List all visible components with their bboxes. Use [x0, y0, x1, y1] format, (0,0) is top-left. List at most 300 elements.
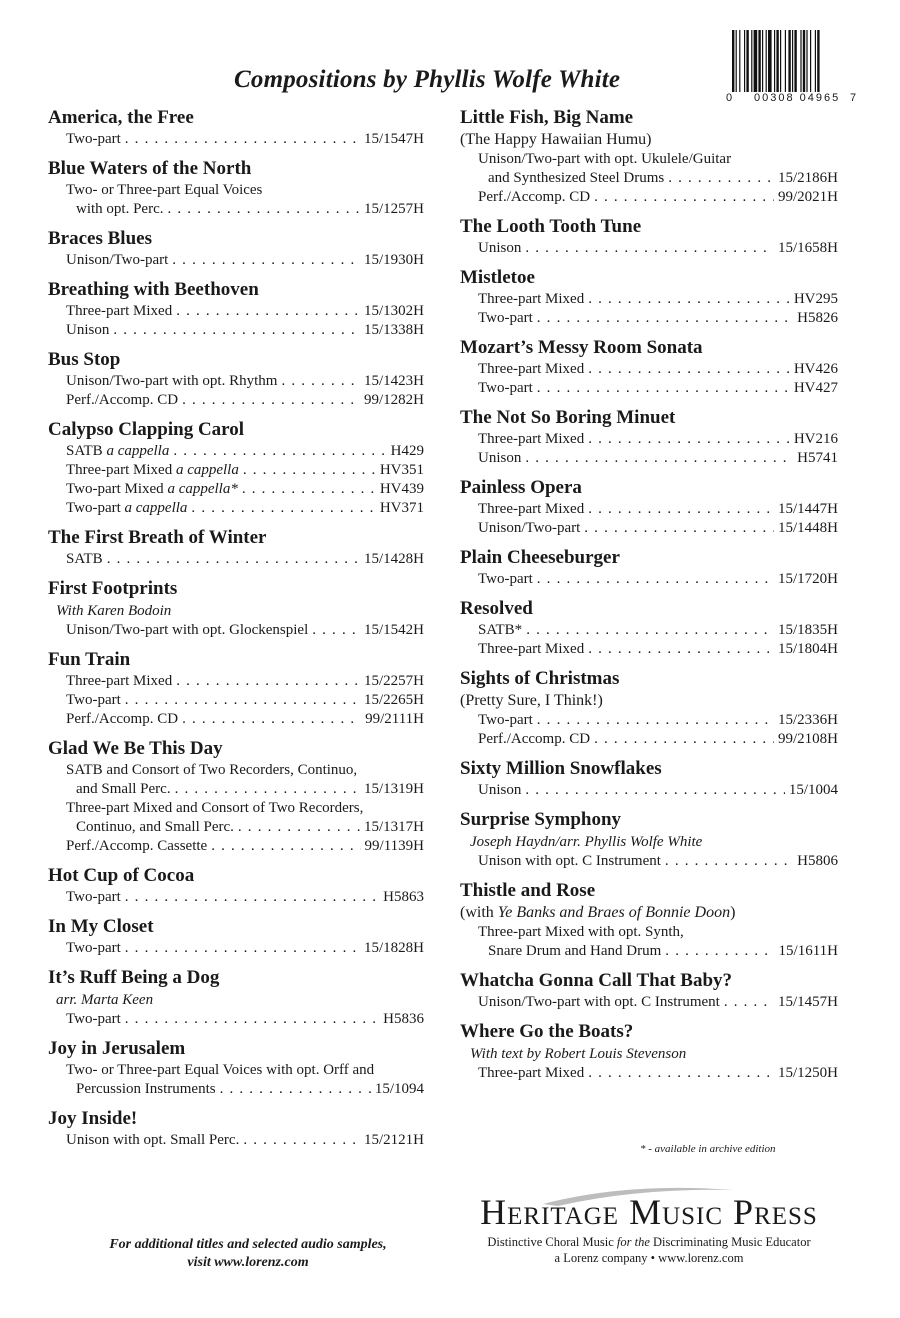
- edition-label-text: Two-part: [66, 692, 121, 708]
- dot-leader: [182, 391, 360, 410]
- catalog-number: 15/2186H: [778, 170, 838, 186]
- edition-label: [66, 1131, 239, 1150]
- edition-label-text: Two-part: [478, 310, 533, 326]
- edition-row: [66, 1080, 424, 1099]
- piece-entry: [48, 348, 424, 410]
- catalog-number: 15/1611H: [778, 943, 838, 959]
- edition-label-text: Perf./Accomp. CD: [478, 189, 591, 205]
- edition-row: [66, 818, 424, 837]
- edition-label: [66, 442, 169, 461]
- catalog-number: 15/1658H: [778, 240, 838, 256]
- barcode-middle-digits: 00308 04965: [754, 92, 841, 104]
- dot-leader: [191, 499, 375, 518]
- edition-label: [478, 1064, 584, 1083]
- edition-label-text: SATB*: [478, 622, 523, 638]
- edition-label-text: Two-part: [478, 571, 533, 587]
- dot-leader: [526, 621, 774, 640]
- edition-label-text: Two-part: [66, 500, 121, 516]
- dot-leader: [594, 188, 774, 207]
- piece-entry: [460, 106, 838, 207]
- piece-title: It’s Ruff Being a Dog: [48, 967, 220, 988]
- edition-label-text: Unison: [478, 782, 522, 798]
- piece-title: Fun Train: [48, 649, 131, 670]
- piece-title: Resolved: [460, 598, 533, 619]
- edition-label: [76, 1080, 216, 1099]
- edition-label-text: Three-part Mixed: [478, 291, 585, 307]
- edition-label-text: Three-part Mixed: [478, 361, 585, 377]
- barcode-right-digit: 7: [850, 92, 857, 104]
- edition-label-text: Three-part Mixed: [478, 501, 585, 517]
- edition-label-text: Two-part: [478, 712, 533, 728]
- tagline-part-b: Discriminating Music Educator: [649, 1235, 811, 1249]
- edition-label: [66, 939, 121, 958]
- edition-row: [478, 379, 838, 398]
- piece-entry: [460, 597, 838, 659]
- dot-leader: [125, 130, 360, 149]
- piece-entry: [48, 1107, 424, 1150]
- edition-row: [478, 500, 838, 519]
- piece-entry: [460, 546, 838, 589]
- edition-row: [66, 550, 424, 569]
- piece-title: Where Go the Boats?: [460, 1021, 634, 1042]
- dot-leader: [537, 379, 790, 398]
- edition-label-text: Unison/Two-part with opt. Rhythm: [66, 373, 278, 389]
- edition-label-text: Snare Drum and Hand Drum: [488, 943, 662, 959]
- edition-label: [66, 372, 277, 391]
- edition-label-italic: a cappella: [175, 462, 239, 478]
- dot-leader: [182, 710, 361, 729]
- catalog-number: H5741: [797, 450, 838, 466]
- dot-leader: [125, 888, 379, 907]
- edition-label-text: Perf./Accomp. CD: [66, 392, 179, 408]
- right-column: [460, 106, 838, 1091]
- edition-label: [478, 239, 521, 258]
- dot-leader: [168, 200, 361, 219]
- edition-label: [66, 691, 121, 710]
- edition-label: [66, 480, 238, 499]
- edition-label: [66, 672, 172, 691]
- piece-title: Little Fish, Big Name: [460, 107, 634, 128]
- dot-leader: [537, 711, 774, 730]
- catalog-number: 99/1282H: [364, 392, 424, 408]
- edition-label: [76, 780, 171, 799]
- edition-label: [66, 302, 172, 321]
- left-column: [48, 106, 424, 1158]
- edition-label-line: Two- or Three-part Equal Voices: [66, 182, 263, 198]
- edition-label: [66, 461, 239, 480]
- catalog-number: H5836: [383, 1011, 424, 1027]
- publisher-logo: [458, 1180, 840, 1266]
- edition-row: [478, 1064, 838, 1083]
- edition-row: [478, 730, 838, 749]
- edition-label: [66, 837, 207, 856]
- edition-row: [66, 321, 424, 340]
- publisher-tagline: [458, 1234, 840, 1250]
- subtitle-post: ): [730, 904, 736, 921]
- edition-label-text: Unison: [478, 450, 522, 466]
- catalog-number: 15/1542H: [364, 622, 424, 638]
- subtitle-italic: Ye Banks and Braes of Bonnie Doon: [497, 904, 731, 921]
- catalog-number: HV351: [379, 462, 424, 478]
- edition-label: [478, 290, 584, 309]
- piece-entry: [48, 526, 424, 569]
- dot-leader: [242, 480, 376, 499]
- piece-title: Hot Cup of Cocoa: [48, 865, 195, 886]
- piece-title: Joy Inside!: [48, 1108, 138, 1129]
- piece-entry: [48, 966, 424, 1029]
- catalog-number: 15/1423H: [364, 373, 424, 389]
- piece-entry: [460, 757, 838, 800]
- catalog-number: H5826: [797, 310, 838, 326]
- dot-leader: [668, 169, 774, 188]
- catalog-number: 15/1930H: [364, 252, 424, 268]
- edition-label: [76, 818, 234, 837]
- catalog-number: 15/1317H: [364, 819, 424, 835]
- edition-label: [488, 169, 664, 188]
- piece-entry: [460, 969, 838, 1012]
- dot-leader: [125, 939, 360, 958]
- dot-leader: [665, 942, 774, 961]
- edition-row: [66, 780, 424, 799]
- edition-label-text: Perf./Accomp. CD: [478, 731, 591, 747]
- dot-leader: [238, 818, 360, 837]
- edition-label-text: Two-part: [66, 1011, 121, 1027]
- edition-row: [66, 837, 424, 856]
- dot-leader: [176, 672, 360, 691]
- dot-leader: [588, 290, 790, 309]
- edition-row: [478, 360, 838, 379]
- dot-leader: [243, 1131, 360, 1150]
- edition-row: [66, 251, 424, 270]
- edition-row: [478, 711, 838, 730]
- edition-row: [66, 302, 424, 321]
- piece-entry: [460, 808, 838, 871]
- edition-label: [478, 430, 584, 449]
- tagline-italic: for the: [616, 1235, 650, 1249]
- edition-label: [66, 1010, 121, 1029]
- edition-label-text: Three-part Mixed: [66, 673, 173, 689]
- catalog-number: 99/2021H: [778, 189, 838, 205]
- edition-label-text: Three-part Mixed: [478, 1065, 585, 1081]
- catalog-number: 15/1257H: [364, 201, 424, 217]
- edition-label-text: Unison with opt. Small Perc.: [66, 1132, 240, 1148]
- edition-label: [478, 640, 584, 659]
- piece-title: The Not So Boring Minuet: [460, 407, 676, 428]
- piece-entry: [48, 737, 424, 856]
- piece-title: Plain Cheeseburger: [460, 547, 620, 568]
- edition-label-italic: a cappella: [106, 443, 170, 459]
- edition-label-text: Perf./Accomp. Cassette: [66, 838, 208, 854]
- dot-leader: [584, 519, 774, 538]
- tagline-part-a: Distinctive Choral Music: [487, 1235, 617, 1249]
- edition-label-text: with opt. Perc.: [76, 201, 164, 217]
- dot-leader: [588, 640, 774, 659]
- piece-entry: [460, 266, 838, 328]
- edition-label-text: Perf./Accomp. CD: [66, 711, 179, 727]
- edition-row: [66, 461, 424, 480]
- edition-row: [66, 200, 424, 219]
- catalog-number: HV439: [379, 481, 424, 497]
- edition-row: [66, 888, 424, 907]
- piece-entry: [48, 418, 424, 518]
- edition-label-text: Unison/Two-part with opt. C Instrument: [478, 994, 720, 1010]
- edition-row: [478, 188, 838, 207]
- edition-row: [478, 640, 838, 659]
- catalog-number: 15/1428H: [364, 551, 424, 567]
- piece-entry: [48, 864, 424, 907]
- publisher-name: Heritage Music Press: [480, 1192, 818, 1232]
- edition-row: [478, 519, 838, 538]
- edition-row: [478, 430, 838, 449]
- piece-title: Whatcha Gonna Call That Baby?: [460, 970, 733, 991]
- piece-credit: arr. Marta Keen: [56, 992, 154, 1008]
- catalog-number: 15/2257H: [364, 673, 424, 689]
- dot-leader: [665, 852, 793, 871]
- piece-title: Sights of Christmas: [460, 668, 620, 689]
- dot-leader: [125, 691, 360, 710]
- piece-entry: [460, 667, 838, 749]
- piece-title: Thistle and Rose: [460, 880, 596, 901]
- piece-subtitle: (Pretty Sure, I Think!): [460, 692, 603, 709]
- dot-leader: [113, 321, 360, 340]
- catalog-number: HV216: [793, 431, 838, 447]
- piece-entry: [48, 106, 424, 149]
- edition-label: [478, 781, 521, 800]
- catalog-number: 15/1250H: [778, 1065, 838, 1081]
- dot-leader: [173, 442, 386, 461]
- piece-entry: [460, 215, 838, 258]
- dot-leader: [525, 781, 784, 800]
- piece-title: America, the Free: [48, 107, 194, 128]
- subtitle-pre: (with: [460, 904, 498, 921]
- dot-leader: [220, 1080, 371, 1099]
- catalog-number: 99/2108H: [778, 731, 838, 747]
- edition-label-text: Two-part: [66, 131, 121, 147]
- catalog-number: 15/1547H: [364, 131, 424, 147]
- edition-row: [66, 691, 424, 710]
- piece-entry: [48, 577, 424, 640]
- publisher-company: a Lorenz company • www.lorenz.com: [554, 1251, 744, 1265]
- edition-label-text: Unison/Two-part: [478, 520, 581, 536]
- edition-label: [478, 500, 584, 519]
- piece-title: Blue Waters of the North: [48, 158, 252, 179]
- edition-label: [478, 621, 522, 640]
- edition-row: [478, 621, 838, 640]
- piece-credit: With text by Robert Louis Stevenson: [470, 1046, 687, 1062]
- catalog-number: 15/2265H: [364, 692, 424, 708]
- edition-label: [66, 621, 308, 640]
- catalog-number: 15/1448H: [778, 520, 838, 536]
- catalog-number: 15/1804H: [778, 641, 838, 657]
- piece-title: Mistletoe: [460, 267, 535, 288]
- piece-entry: [460, 1020, 838, 1083]
- catalog-number: 15/1720H: [778, 571, 838, 587]
- catalog-number: HV295: [793, 291, 838, 307]
- piece-title: Bus Stop: [48, 349, 121, 370]
- page-title: Compositions by Phyllis Wolfe White: [234, 66, 621, 93]
- edition-row: [66, 621, 424, 640]
- barcode: [726, 30, 857, 104]
- dot-leader: [176, 302, 360, 321]
- dot-leader: [724, 993, 774, 1012]
- edition-label: [66, 710, 178, 729]
- dot-leader: [312, 621, 360, 640]
- piece-title: Sixty Million Snowflakes: [460, 758, 662, 779]
- dot-leader: [588, 430, 790, 449]
- edition-row: [66, 130, 424, 149]
- edition-label: [478, 379, 533, 398]
- piece-entry: [48, 915, 424, 958]
- dot-leader: [588, 500, 774, 519]
- edition-label-text: Percussion Instruments: [76, 1081, 216, 1097]
- edition-label: [478, 730, 590, 749]
- edition-row: [478, 449, 838, 468]
- website-note-line1: For additional titles and selected audio samples,: [109, 1237, 387, 1252]
- dot-leader: [525, 449, 793, 468]
- edition-label-text: and Synthesized Steel Drums: [488, 170, 665, 186]
- edition-row: [66, 1131, 424, 1150]
- catalog-number: H5863: [383, 889, 424, 905]
- piece-entry: [460, 476, 838, 538]
- edition-label: [478, 993, 720, 1012]
- piece-title: In My Closet: [48, 916, 154, 937]
- piece-entry: [48, 278, 424, 340]
- piece-title: The First Breath of Winter: [48, 527, 267, 548]
- edition-label-text: Unison with opt. C Instrument: [478, 853, 661, 869]
- dot-leader: [172, 251, 360, 270]
- dot-leader: [594, 730, 774, 749]
- piece-title: Glad We Be This Day: [48, 738, 223, 759]
- edition-row: [478, 852, 838, 871]
- edition-row: [66, 442, 424, 461]
- dot-leader: [537, 309, 793, 328]
- dot-leader: [537, 570, 774, 589]
- edition-row: [66, 499, 424, 518]
- dot-leader: [175, 780, 360, 799]
- edition-label-text: Two-part: [478, 380, 533, 396]
- edition-row: [66, 391, 424, 410]
- piece-credit: With Karen Bodoin: [56, 603, 172, 619]
- barcode-left-digit: 0: [726, 92, 733, 104]
- catalog-number: HV426: [793, 361, 838, 377]
- catalog-number: 15/1457H: [778, 994, 838, 1010]
- dot-leader: [525, 239, 774, 258]
- edition-label-line: Two- or Three-part Equal Voices with opt. Orff and: [66, 1062, 375, 1078]
- piece-entry: [460, 406, 838, 468]
- piece-entry: [460, 336, 838, 398]
- edition-label-italic: a cappella: [124, 500, 188, 516]
- catalog-number: HV427: [793, 380, 838, 396]
- catalog-number: 15/1004: [788, 782, 838, 798]
- edition-row: [66, 939, 424, 958]
- dot-leader: [107, 550, 360, 569]
- edition-row: [66, 672, 424, 691]
- piece-title: Surprise Symphony: [460, 809, 622, 830]
- edition-label-text: SATB: [66, 551, 103, 567]
- edition-label-text: SATB: [66, 443, 103, 459]
- catalog-number: 99/2111H: [365, 711, 424, 727]
- edition-label-text: Three-part Mixed: [478, 431, 585, 447]
- edition-label: [488, 942, 661, 961]
- dot-leader: [211, 837, 360, 856]
- piece-title: Mozart’s Messy Room Sonata: [460, 337, 703, 358]
- footnote: * - available in archive edition: [640, 1143, 776, 1155]
- edition-label: [478, 449, 521, 468]
- dot-leader: [588, 360, 790, 379]
- catalog-number: 15/1319H: [364, 781, 424, 797]
- edition-row: [478, 290, 838, 309]
- edition-label: [66, 550, 103, 569]
- edition-row: [66, 372, 424, 391]
- catalog-number: 15/1828H: [364, 940, 424, 956]
- piece-title: First Footprints: [48, 578, 178, 599]
- edition-label-line: SATB and Consort of Two Recorders, Continuo,: [66, 762, 358, 778]
- edition-label: [478, 309, 533, 328]
- edition-label: [478, 360, 584, 379]
- edition-label-text: Two-part: [66, 889, 121, 905]
- dot-leader: [125, 1010, 379, 1029]
- catalog-number: H5806: [797, 853, 838, 869]
- website-note: [48, 1236, 448, 1272]
- catalog-number: 15/1302H: [364, 303, 424, 319]
- edition-label-text: Three-part Mixed: [478, 641, 585, 657]
- edition-label-text: Three-part Mixed: [66, 303, 173, 319]
- catalog-number: 15/2336H: [778, 712, 838, 728]
- catalog-number: HV371: [379, 500, 424, 516]
- edition-label: [478, 519, 580, 538]
- edition-label: [66, 499, 187, 518]
- barcode-bars: [732, 30, 850, 92]
- edition-row: [478, 781, 838, 800]
- edition-label-text: Unison: [66, 322, 110, 338]
- edition-row: [66, 1010, 424, 1029]
- edition-label-line: Three-part Mixed with opt. Synth,: [478, 924, 684, 940]
- piece-credit: Joseph Haydn/arr. Phyllis Wolfe White: [470, 834, 703, 850]
- piece-title: Braces Blues: [48, 228, 152, 249]
- catalog-number: 15/1447H: [778, 501, 838, 517]
- catalog-number: 15/1835H: [778, 622, 838, 638]
- dot-leader: [243, 461, 376, 480]
- edition-row: [478, 169, 838, 188]
- edition-row: [478, 993, 838, 1012]
- piece-entry: [48, 1037, 424, 1099]
- piece-entry: [48, 648, 424, 729]
- piece-title: The Looth Tooth Tune: [460, 216, 642, 237]
- piece-title: Joy in Jerusalem: [48, 1038, 186, 1059]
- edition-row: [478, 942, 838, 961]
- piece-title: Breathing with Beethoven: [48, 279, 259, 300]
- dot-leader: [588, 1064, 774, 1083]
- piece-subtitle: (The Happy Hawaiian Humu): [460, 131, 652, 148]
- edition-label-text: Unison/Two-part with opt. Glockenspiel: [66, 622, 309, 638]
- edition-row: [66, 710, 424, 729]
- edition-label: [66, 888, 121, 907]
- edition-label-text: Unison/Two-part: [66, 252, 169, 268]
- website-note-line2: visit www.lorenz.com: [187, 1255, 309, 1270]
- edition-label: [478, 570, 533, 589]
- edition-label: [76, 200, 164, 219]
- edition-label: [66, 391, 178, 410]
- piece-title: Painless Opera: [460, 477, 582, 498]
- catalog-number: 15/2121H: [364, 1132, 424, 1148]
- edition-label-text: Two-part: [66, 940, 121, 956]
- edition-label-text: Continuo, and Small Perc.: [76, 819, 234, 835]
- edition-row: [478, 239, 838, 258]
- piece-entry: [48, 157, 424, 219]
- edition-label: [66, 321, 109, 340]
- edition-label-line: Unison/Two-part with opt. Ukulele/Guitar: [478, 151, 732, 167]
- edition-label: [478, 188, 590, 207]
